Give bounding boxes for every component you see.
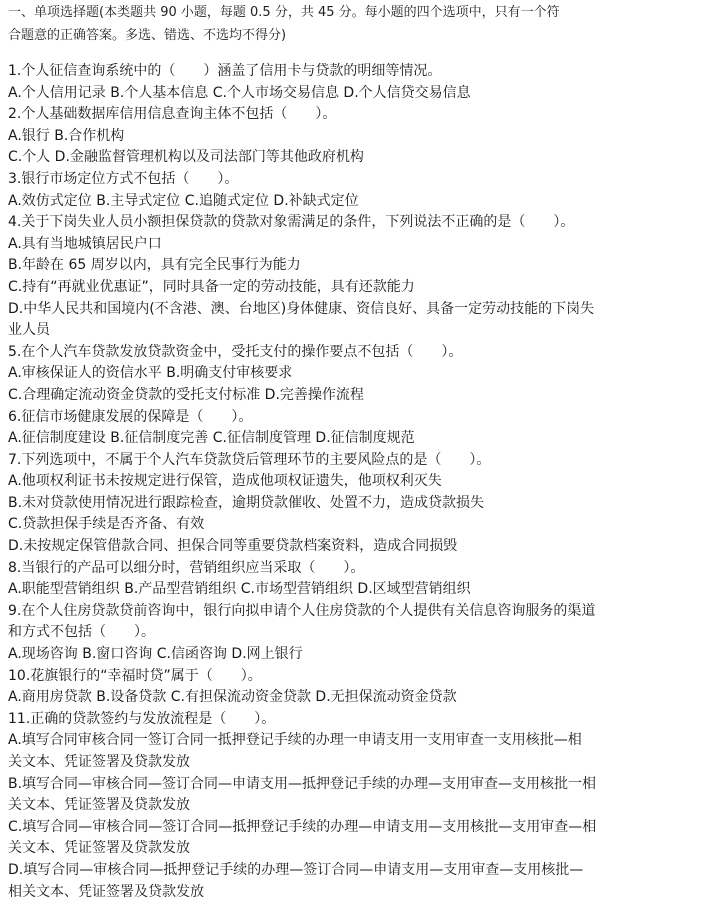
question-stem: 4.关于下岗失业人员小额担保贷款的贷款对象需满足的条件，下列说法不正确的是（ ）。 [8,214,575,231]
question-stem: 3.银行市场定位方式不包括（ ）。 [8,170,239,187]
question-option: A.商用房贷款 B.设备贷款 C.有担保流动资金贷款 D.无担保流动资金贷款 [8,689,457,706]
question-option: C.合理确定流动资金贷款的受托支付标准 D.完善操作流程 [8,386,364,403]
header-line: 一、单项选择题(本类题共 90 小题，每题 0.5 分，共 45 分。每小题的四个选项中，只有一个符 [8,5,560,20]
question-option: D.中华人民共和国境内(不含港、澳、台地区)身体健康、资信良好、具备一定劳动技能的下岗失 [8,300,595,317]
question-option: A.填写合同审核合同一签订合同一抵押登记手续的办理一申请支用一支用审查一支用核批—相 [8,732,582,749]
question-option: B.填写合同—审核合同—签订合同—申请支用—抵押登记手续的办理—支用审查—支用核批一相 [8,775,597,792]
question-option: A.征信制度建设 B.征信制度完善 C.征信制度管理 D.征信制度规范 [8,430,415,447]
question-stem: 11.正确的贷款签约与发放流程是（ ）。 [8,710,276,727]
question-option: A.具有当地城镇居民户口 [8,235,162,252]
question-option: 关文本、凭证签署及贷款发放 [8,754,190,770]
question-option: C.持有“再就业优惠证”，同时具备一定的劳动技能，具有还款能力 [8,278,415,295]
question-option: A.审核保证人的资信水平 B.明确支付审核要求 [8,365,293,382]
question-option: A.个人信用记录 B.个人基本信息 C.个人市场交易信息 D.个人信贷交易信息 [8,84,471,101]
spacer [8,47,697,61]
question-option: 业人员 [8,322,50,339]
header-line: 合题意的正确答案。多选、错选、不选均不得分) [8,28,287,43]
question-option: 关文本、凭证签署及贷款发放 [8,840,190,857]
question-option: A.银行 B.合作机构 [8,127,125,144]
question-stem: 8.当银行的产品可以细分时，营销组织应当采取（ ）。 [8,559,365,576]
question-option: A.效仿式定位 B.主导式定位 C.追随式定位 D.补缺式定位 [8,192,359,209]
question-option: C.填写合同—审核合同—签订合同—抵押登记手续的办理—申请支用—支用核批—支用审查—相 [8,818,597,835]
question-option: 相关文本、凭证签署及贷款发放 [8,883,204,900]
question-option: C.贷款担保手续是否齐备、有效 [8,516,205,533]
question-option: A.职能型营销组织 B.产品型营销组织 C.市场型营销组织 D.区域型营销组织 [8,581,471,598]
question-option: 和方式不包括（ ）。 [8,624,155,641]
question-option: B.年龄在 65 周岁以内，具有完全民事行为能力 [8,257,301,274]
question-option: A.现场咨询 B.窗口咨询 C.信函咨询 D.网上银行 [8,646,303,663]
question-option: D.填写合同—审核合同—抵押登记手续的办理—签订合同—申请支用—支用审查—支用核批— [8,861,584,878]
question-stem: 5.在个人汽车贷款发放贷款资金中，受托支付的操作要点不包括（ ）。 [8,343,463,360]
question-stem: 9.在个人住房贷款贷前咨询中，银行向拟申请个人住房贷款的个人提供有关信息咨询服务的渠道 [8,602,596,619]
question-option: C.个人 D.金融监督管理机构以及司法部门等其他政府机构 [8,149,364,166]
question-stem: 7.下列选项中，不属于个人汽车贷款贷后管理环节的主要风险点的是（ ）。 [8,451,491,468]
question-stem: 2.个人基础数据库信用信息查询主体不包括（ ）。 [8,106,337,123]
question-stem: 10.花旗银行的“幸福时贷”属于（ ）。 [8,667,262,684]
question-option: A.他项权利证书未按规定进行保管，造成他项权证遗失，他项权利灭失 [8,473,442,490]
question-option: D.未按规定保管借款合同、担保合同等重要贷款档案资料，造成合同损毁 [8,538,458,555]
question-option: B.未对贷款使用情况进行跟踪检查，逾期贷款催收、处置不力，造成贷款损失 [8,494,485,511]
question-stem: 6.征信市场健康发展的保障是（ ）。 [8,408,253,425]
question-stem: 1.个人征信查询系统中的（ ）涵盖了信用卡与贷款的明细等情况。 [8,63,442,79]
question-option: 关文本、凭证签署及贷款发放 [8,797,190,814]
question-list [8,61,697,903]
section-header [8,0,697,47]
